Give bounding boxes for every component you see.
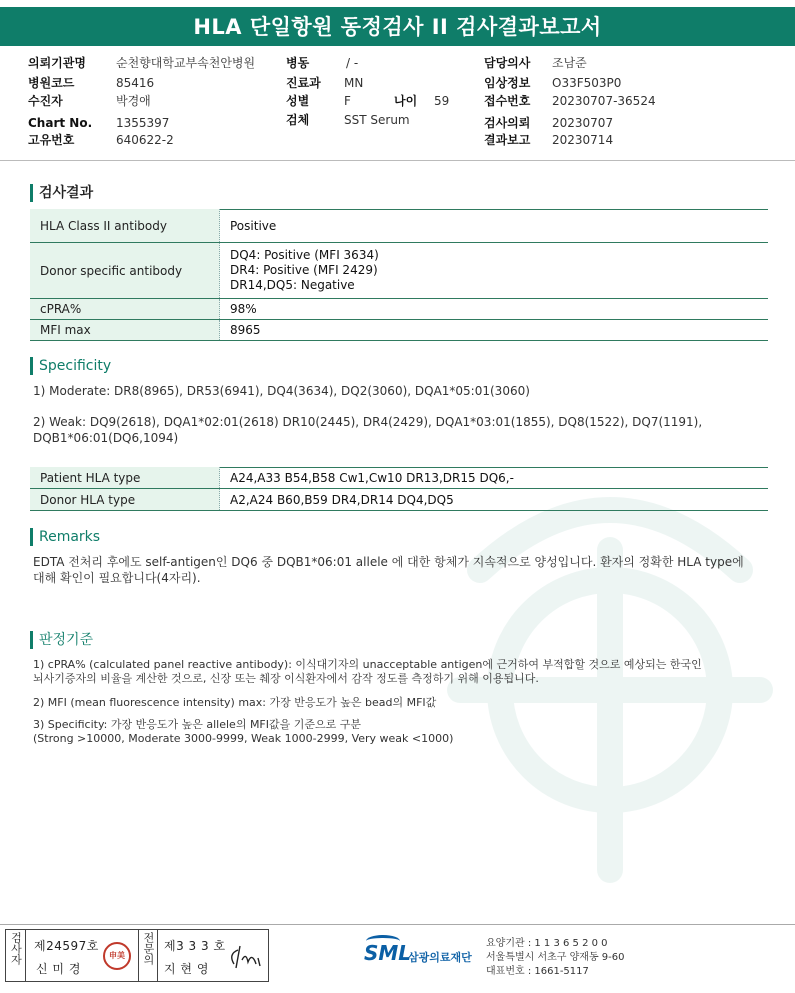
logo-mark: SML <box>364 941 412 965</box>
info-label: 병원코드 <box>28 76 75 90</box>
divider <box>0 160 795 161</box>
table-row <box>30 467 768 489</box>
specificity-moderate: 1) Moderate: DR8(8965), DR53(6941), DQ4(3634), DQ2(3060), DQA1*05:01(3060) <box>33 384 530 398</box>
row-value: Positive <box>230 218 277 233</box>
info-value: 59 <box>434 94 450 108</box>
row-value: A24,A33 B54,B58 Cw1,Cw10 DR13,DR15 DQ6,- <box>230 470 514 485</box>
sml-logo <box>364 937 484 973</box>
dsa-line: DQ4: Positive (MFI 3634) <box>230 248 379 262</box>
remarks-heading: Remarks <box>30 528 100 546</box>
inst-phone: 대표번호 : 1661-5117 <box>486 966 589 977</box>
criteria-heading: 판정기준 <box>30 631 93 649</box>
tester-license: 제24597호 <box>34 939 99 953</box>
info-label: 성별 <box>286 94 310 108</box>
footer-divider <box>0 924 795 925</box>
table-row <box>30 320 768 341</box>
results-table <box>30 209 768 341</box>
row-label: cPRA% <box>30 299 220 319</box>
row-label: Donor specific antibody <box>30 243 220 298</box>
criteria-item1-line2: 뇌사기증자의 비율을 계산한 것으로, 신장 또는 췌장 이식환자에서 감작 정도를 측정하기 위해 이용됩니다. <box>33 672 539 685</box>
info-value: SST Serum <box>344 113 410 127</box>
inst-address: 서울특별시 서초구 양재동 9-60 <box>486 952 625 963</box>
criteria-item1-line1: 1) cPRA% (calculated panel reactive antibody): 이식대기자의 unacceptable antigen에 근거하여 부적합할 것으로 예상되는 한국인 <box>33 658 702 671</box>
info-value: 조남준 <box>552 56 587 70</box>
tester-seal <box>103 942 131 970</box>
info-label: 병동 <box>286 56 310 70</box>
info-label: 고유번호 <box>28 133 75 147</box>
tester-label <box>6 930 26 981</box>
info-label: 결과보고 <box>484 133 531 147</box>
row-value: 8965 <box>230 323 261 337</box>
specialist-license: 제3 3 3 호 <box>164 939 226 953</box>
table-row <box>30 299 768 320</box>
info-value: 박경애 <box>116 94 151 108</box>
info-value: 85416 <box>116 76 155 90</box>
info-value: 순천향대학교부속천안병원 <box>116 56 256 70</box>
criteria-item2: 2) MFI (mean fluorescence intensity) max: 가장 반응도가 높은 bead의 MFI값 <box>33 696 437 709</box>
criteria-item3-line2: (Strong >10000, Moderate 3000-9999, Weak 1000-2999, Very weak <1000) <box>33 732 454 745</box>
specialist-label <box>138 930 158 981</box>
table-row <box>30 209 768 243</box>
info-value: MN <box>344 76 364 90</box>
info-value: F <box>344 94 351 108</box>
info-label: 진료과 <box>286 76 321 90</box>
remarks-line2: 대해 확인이 필요합니다(4자리). <box>33 571 201 585</box>
info-label: 접수번호 <box>484 94 531 108</box>
results-heading: 검사결과 <box>30 184 93 202</box>
specificity-heading: Specificity <box>30 357 111 375</box>
institution-info <box>486 937 625 979</box>
info-value: O33F503P0 <box>552 76 622 90</box>
remarks-line1: EDTA 전처리 후에도 self-antigen인 DQ6 중 DQB1*06:01 allele 에 대한 항체가 지속적으로 양성입니다. 환자의 정확한 HLA type에 <box>33 555 744 569</box>
info-value: / - <box>346 56 359 70</box>
signature-icon <box>226 942 266 972</box>
inst-code: 요양기관 : 1 1 3 6 5 2 0 0 <box>486 938 608 949</box>
org-name: 삼광의료재단 <box>408 951 472 964</box>
specificity-weak-line2: DQB1*06:01(DQ6,1094) <box>33 431 179 445</box>
row-label: Patient HLA type <box>30 467 220 488</box>
seal-text: 申美 <box>109 951 125 960</box>
table-row <box>30 489 768 511</box>
info-label: 담당의사 <box>484 56 531 70</box>
info-label: Chart No. <box>28 116 93 130</box>
signature-box <box>5 929 269 982</box>
row-label: MFI max <box>30 320 220 340</box>
info-label: 검사의뢰 <box>484 116 531 130</box>
row-value: A2,A24 B60,B59 DR4,DR14 DQ4,DQ5 <box>230 492 454 507</box>
info-value: 1355397 <box>116 116 170 130</box>
row-label: HLA Class II antibody <box>30 209 220 242</box>
info-value: 20230707 <box>552 116 614 130</box>
specialist-label-text: 전문의 <box>142 932 155 965</box>
info-label: 의뢰기관명 <box>28 56 86 70</box>
info-label: 임상정보 <box>484 76 531 90</box>
hla-type-table <box>30 467 768 511</box>
table-row <box>30 243 768 299</box>
info-label: 검체 <box>286 113 310 127</box>
report-title: HLA 단일항원 동정검사 II 검사결과보고서 <box>0 7 795 46</box>
info-label: 나이 <box>394 94 418 108</box>
info-label: 수진자 <box>28 94 63 108</box>
dsa-line: DR14,DQ5: Negative <box>230 278 355 292</box>
tester-label-text: 검사자 <box>9 932 23 965</box>
dsa-line: DR4: Positive (MFI 2429) <box>230 263 378 277</box>
info-value: 20230714 <box>552 133 614 147</box>
info-value: 640622-2 <box>116 133 174 147</box>
row-label: Donor HLA type <box>30 489 220 510</box>
row-value: 98% <box>230 302 257 316</box>
specificity-weak-line1: 2) Weak: DQ9(2618), DQA1*02:01(2618) DR10(2445), DR4(2429), DQA1*03:01(1855), DQ8(1522), DQ7(1191), <box>33 415 703 429</box>
tester-name: 신 미 경 <box>36 962 81 976</box>
info-value: 20230707-36524 <box>552 94 656 108</box>
criteria-item3-line1: 3) Specificity: 가장 반응도가 높은 allele의 MFI값을 기준으로 구분 <box>33 718 362 731</box>
specialist-name: 지 현 영 <box>164 962 209 976</box>
